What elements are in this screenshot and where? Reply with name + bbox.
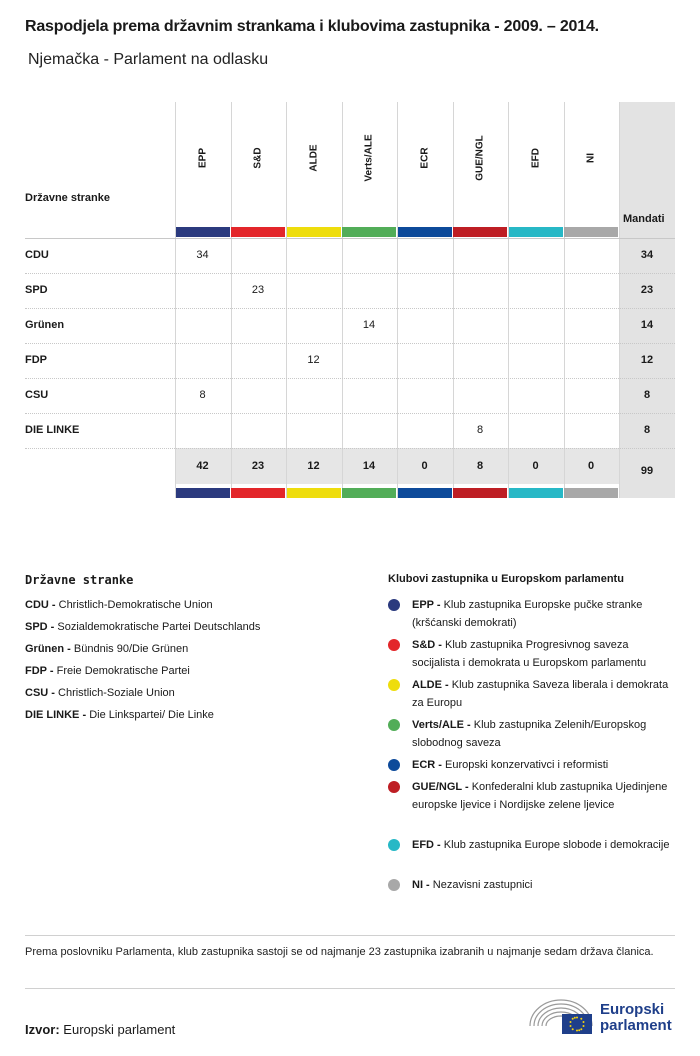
party-abbr: Grünen - bbox=[25, 643, 71, 655]
group-header-label: GUE/NGL bbox=[474, 135, 486, 181]
party-legend-item bbox=[25, 685, 260, 707]
total-mandates-cell: 99 bbox=[640, 465, 654, 477]
group-color-dot-icon bbox=[388, 759, 400, 771]
group-header bbox=[453, 112, 508, 212]
party-abbr: CSU - bbox=[25, 687, 55, 699]
source-line bbox=[25, 1022, 175, 1037]
total-cell: 23 bbox=[251, 460, 265, 472]
group-header-label: EPP bbox=[197, 147, 208, 169]
logo-line2: parlament bbox=[600, 1017, 672, 1034]
row-divider bbox=[25, 308, 675, 309]
row-divider bbox=[25, 343, 675, 344]
group-abbr: NI - bbox=[412, 879, 430, 891]
group-color-bar bbox=[287, 488, 341, 498]
source-value: Europski parlament bbox=[63, 1022, 176, 1037]
party-row-label: DIE LINKE bbox=[25, 424, 80, 436]
group-abbr: ECR - bbox=[412, 759, 442, 771]
group-color-dot-icon bbox=[388, 719, 400, 731]
group-color-bar bbox=[398, 227, 452, 237]
group-color-dot-icon bbox=[388, 639, 400, 651]
group-name: Nezavisni zastupnici bbox=[432, 879, 533, 891]
european-parliament-logo bbox=[528, 998, 678, 1038]
group-name: Konfederalni klub zastupnika Ujedinjene europske ljevice i Nordijske zelene ljevice bbox=[412, 781, 668, 811]
group-header-label: ALDE bbox=[308, 144, 319, 172]
party-row-label: Grünen bbox=[25, 319, 65, 331]
group-header bbox=[231, 112, 286, 212]
table-cell: 14 bbox=[362, 319, 376, 331]
group-header-label: ECR bbox=[419, 147, 430, 169]
group-abbr: GUE/NGL - bbox=[412, 781, 469, 793]
group-color-dot-icon bbox=[388, 599, 400, 611]
party-legend-item bbox=[25, 663, 260, 685]
group-abbr: ALDE - bbox=[412, 679, 449, 691]
group-legend-title: Klubovi zastupnika u Europskom parlamentu bbox=[388, 573, 624, 585]
party-row-label: SPD bbox=[25, 284, 48, 296]
party-column-header: Državne stranke bbox=[25, 192, 110, 204]
group-legend-text bbox=[412, 836, 678, 854]
total-cell: 14 bbox=[362, 460, 376, 472]
party-name: Christlich-Demokratische Union bbox=[58, 599, 213, 611]
party-row-label: CSU bbox=[25, 389, 49, 401]
mandates-cell: 8 bbox=[643, 424, 651, 436]
mandates-column-bg bbox=[619, 102, 675, 498]
party-name: Freie Demokratische Partei bbox=[56, 665, 190, 677]
group-color-bar bbox=[564, 227, 618, 237]
party-abbr: DIE LINKE - bbox=[25, 709, 87, 721]
party-row-label: FDP bbox=[25, 354, 47, 366]
page-title: Raspodjela prema državnim strankama i klubovima zastupnika - 2009. – 2014. bbox=[25, 18, 599, 35]
group-color-bar bbox=[176, 488, 230, 498]
group-header-label: EFD bbox=[530, 148, 541, 168]
page-subtitle: Njemačka - Parlament na odlasku bbox=[28, 51, 269, 68]
mandates-cell: 34 bbox=[640, 249, 654, 261]
group-color-dot-icon bbox=[388, 679, 400, 691]
row-divider bbox=[25, 238, 675, 239]
group-name: Europski konzervativci i reformisti bbox=[445, 759, 609, 771]
group-abbr: Verts/ALE - bbox=[412, 719, 471, 731]
group-color-bar bbox=[509, 488, 563, 498]
mandates-cell: 12 bbox=[640, 354, 654, 366]
source-label: Izvor: bbox=[25, 1022, 60, 1037]
total-cell: 42 bbox=[196, 460, 209, 472]
total-cell: 0 bbox=[587, 460, 595, 472]
group-header bbox=[175, 112, 230, 212]
party-legend-item bbox=[25, 641, 260, 663]
party-legend-item bbox=[25, 619, 260, 641]
table-cell: 8 bbox=[199, 389, 206, 401]
logo-text bbox=[600, 1002, 672, 1034]
party-name: Die Linkspartei/ Die Linke bbox=[89, 709, 214, 721]
group-legend-text bbox=[412, 756, 678, 774]
mandates-cell: 8 bbox=[643, 389, 651, 401]
group-abbr: EPP - bbox=[412, 599, 441, 611]
row-divider bbox=[25, 448, 675, 449]
party-legend-title: Državne stranke bbox=[25, 573, 134, 587]
party-legend-item bbox=[25, 597, 260, 619]
group-color-bar bbox=[564, 488, 618, 498]
group-name: Klub zastupnika Europe slobode i demokracije bbox=[443, 839, 670, 851]
total-cell: 12 bbox=[307, 460, 320, 472]
group-name: Klub zastupnika Saveza liberala i demokrata za Europu bbox=[412, 679, 669, 709]
table-cell: 23 bbox=[251, 284, 265, 296]
group-color-dot-icon bbox=[388, 781, 400, 793]
mandates-column-header: Mandati bbox=[623, 213, 665, 225]
party-name: Sozialdemokratische Partei Deutschlands bbox=[57, 621, 261, 633]
group-legend-text bbox=[412, 716, 678, 752]
group-legend-text bbox=[412, 876, 678, 894]
party-name: Bündnis 90/Die Grünen bbox=[73, 643, 189, 655]
group-color-bar bbox=[453, 488, 507, 498]
group-legend-text bbox=[412, 636, 678, 672]
group-header bbox=[508, 112, 563, 212]
group-color-bar bbox=[453, 227, 507, 237]
group-name: Klub zastupnika Zelenih/Europskog slobodnog saveza bbox=[412, 719, 647, 749]
group-header-label: S&D bbox=[252, 147, 264, 169]
mandates-cell: 14 bbox=[640, 319, 654, 331]
group-color-dot-icon bbox=[388, 879, 400, 891]
group-color-bar bbox=[231, 227, 285, 237]
table-cell: 34 bbox=[196, 249, 209, 261]
group-legend-text bbox=[412, 676, 678, 712]
row-divider bbox=[25, 273, 675, 274]
mandates-cell: 23 bbox=[640, 284, 654, 296]
group-color-bar bbox=[342, 488, 396, 498]
group-name: Klub zastupnika Europske pučke stranke (kršćanski demokrati) bbox=[412, 599, 643, 629]
total-cell: 8 bbox=[476, 460, 484, 472]
group-header bbox=[564, 112, 619, 212]
group-color-bar bbox=[342, 227, 396, 237]
party-name: Christlich-Soziale Union bbox=[58, 687, 175, 699]
group-legend-text bbox=[412, 778, 678, 814]
divider bbox=[25, 988, 675, 989]
group-header bbox=[397, 112, 452, 212]
group-header-label: Verts/ALE bbox=[363, 134, 375, 182]
row-divider bbox=[25, 413, 675, 414]
group-color-bar bbox=[509, 227, 563, 237]
group-header-label: NI bbox=[585, 153, 597, 163]
divider bbox=[25, 935, 675, 936]
group-color-bar bbox=[176, 227, 230, 237]
group-legend-text bbox=[412, 596, 678, 632]
party-row-label: CDU bbox=[25, 249, 49, 261]
hemicycle-flag-icon bbox=[528, 998, 594, 1038]
group-color-bar bbox=[287, 227, 341, 237]
party-abbr: FDP - bbox=[25, 665, 54, 677]
party-legend-item bbox=[25, 707, 260, 729]
table-cell: 12 bbox=[307, 354, 320, 366]
total-cell: 0 bbox=[421, 460, 428, 472]
party-legend bbox=[25, 597, 260, 729]
group-header bbox=[286, 112, 341, 212]
row-divider bbox=[25, 378, 675, 379]
seat-distribution-table bbox=[25, 102, 675, 498]
group-abbr: EFD - bbox=[412, 839, 441, 851]
party-abbr: SPD - bbox=[25, 621, 55, 633]
footnote: Prema poslovniku Parlamenta, klub zastupnika sastoji se od najmanje 23 zastupnika izabranih u najmanje sedam država članica. bbox=[25, 946, 654, 958]
group-color-bar bbox=[398, 488, 452, 498]
column-divider bbox=[619, 102, 620, 498]
table-cell: 8 bbox=[476, 424, 484, 436]
group-color-dot-icon bbox=[388, 839, 400, 851]
total-cell: 0 bbox=[532, 460, 539, 472]
group-abbr: S&D - bbox=[412, 639, 442, 651]
group-color-bar bbox=[231, 488, 285, 498]
group-header bbox=[342, 112, 397, 212]
party-abbr: CDU - bbox=[25, 599, 56, 611]
logo-line1: Europski bbox=[600, 1001, 665, 1018]
group-name: Klub zastupnika Progresivnog saveza socijalista i demokrata u Europskom parlamentu bbox=[412, 639, 647, 669]
